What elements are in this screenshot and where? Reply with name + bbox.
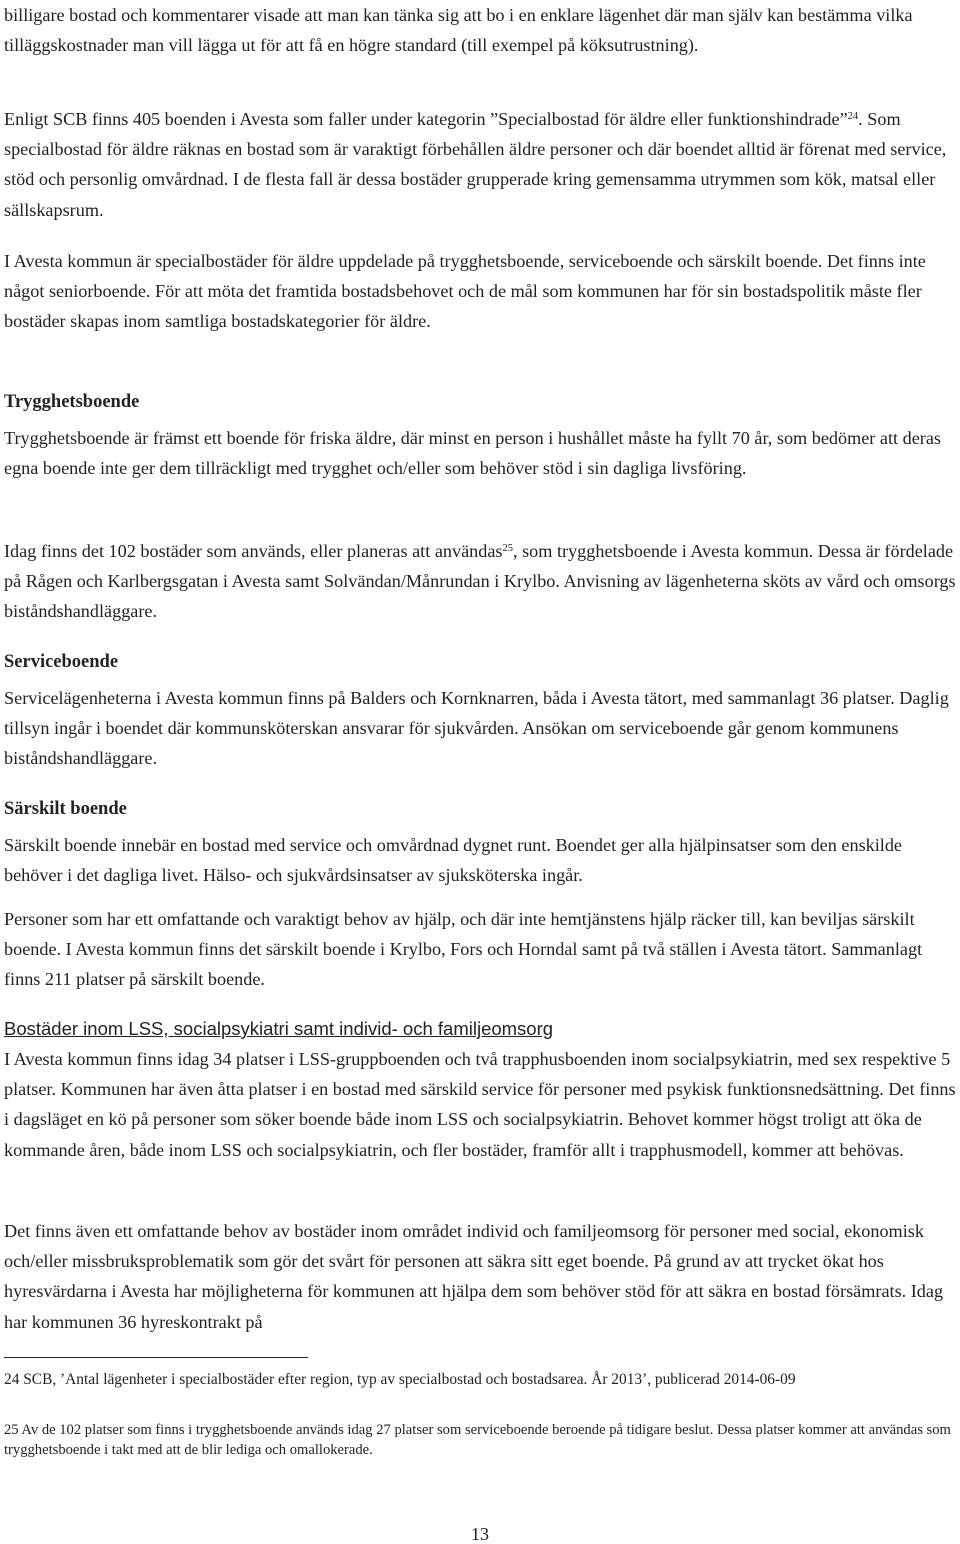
footnote-25	[4, 1420, 956, 1460]
heading-serviceboende: Serviceboende	[4, 652, 119, 672]
paragraph-trygghet-count	[4, 536, 956, 627]
paragraph-lss: I Avesta kommun finns idag 34 platser i LSS-gruppboenden och två trapphusboenden inom socialpsykiatrin, med sex respektive 5 platser. Kommunen har även åtta platser i en bostad med särskild service för personer med psykisk funktionsnedsättning. Det finns i dagsläget en kö på personer som söker boende både inom LSS och socialpsykiatrin. Behovet kommer högst troligt att öka de kommande åren, både inom LSS och socialpsykiatrin, och fler bostäder, framför allt i trapphusmodell, kommer att behövas.	[4, 1049, 956, 1160]
heading-lss: Bostäder inom LSS, socialpsykiatri samt individ- och familjeomsorg	[4, 1018, 554, 1039]
paragraph-trygghet-count-b: , som trygghetsboende i Avesta kommun. Dessa är fördelade på Rågen och Karlbergsgatan i Avesta samt Solvändan/Månrundan i Krylbo. Anvisning av lägenheterna sköts av vård och omsorgs biståndshandläggare.	[4, 541, 956, 622]
footnote-24-number: 24	[4, 1371, 20, 1388]
footnote-24	[4, 1369, 956, 1390]
footnote-25-text: Av de 102 platser som finns i trygghetsboende används idag 27 platser som serviceboende beroende på tidigare beslut. Dessa platser kommer att användas som trygghetsboende i takt med att de blir lediga och omallokerade.	[4, 1422, 951, 1458]
paragraph-trygghet-count-a: Idag finns det 102 bostäder som används, eller planeras att användas	[4, 541, 503, 561]
footnote-25-number: 25	[4, 1422, 19, 1438]
paragraph-scb-text-a: Enligt SCB finns 405 boenden i Avesta som faller under kategorin ”Specialbostad för äldre eller funktionshindrade”	[4, 109, 848, 129]
paragraph-sarskilt-boende: Särskilt boende innebär en bostad med service och omvårdnad dygnet runt. Boendet ger alla hjälpinsatser som den enskilde behöver i det dagliga livet. Hälso- och sjukvårdsinsatser av sjuksköterska ingår.	[4, 835, 903, 886]
footnote-ref-24: 24	[847, 111, 859, 122]
paragraph-sarskilt-beviljas: Personer som har ett omfattande och varaktigt behov av hjälp, och där inte hemtjänstens hjälp räcker till, kan beviljas särskilt boende. I Avesta kommun finns det särskilt boende i Krylbo, Fors och Horndal samt på två ställen i Avesta tätort. Sammanlagt finns 211 platser på särskilt boende.	[4, 909, 923, 990]
footnote-24-text: SCB, ’Antal lägenheter i specialbostäder efter region, typ av specialbostad och bostadsarea. År 2013’, publicerad 2014-06-09	[19, 1371, 796, 1388]
paragraph-intro: billigare bostad och kommentarer visade att man kan tänka sig att bo i en enklare lägenhet där man själv kan bestämma vilka tilläggskostnader man vill lägga ut för att få en högre standard (till exempel på köksutrustning).	[4, 5, 913, 56]
paragraph-scb-text-b: . Som specialbostad för äldre räknas en bostad som är varaktigt förbehållen äldre personer och där boendet alltid är förenat med service, stöd och personlig omvårdnad. I de flesta fall är dessa bostäder grupperade kring gemensamma utrymmen som kök, matsal eller sällskapsrum.	[4, 109, 947, 220]
footnote-separator	[4, 1357, 308, 1358]
paragraph-scb	[4, 104, 956, 225]
heading-trygghetsboende: Trygghetsboende	[4, 392, 140, 412]
paragraph-serviceboende: Servicelägenheterna i Avesta kommun finns på Balders och Kornknarren, båda i Avesta tätort, med sammanlagt 36 platser. Daglig tillsyn ingår i boendet där kommunsköterskan ansvarar för sjukvården. Ansökan om serviceboende går genom kommunens biståndshandläggare.	[4, 688, 949, 769]
heading-sarskilt-boende: Särskilt boende	[4, 799, 127, 819]
paragraph-categories: I Avesta kommun är specialbostäder för äldre uppdelade på trygghetsboende, serviceboende och särskilt boende. Det finns inte något seniorboende. För att möta det framtida bostadsbehovet och de mål som kommunen har för sin bostadspolitik måste fler bostäder skapas inom samtliga bostadskategorier för äldre.	[4, 251, 926, 332]
page-number: 13	[471, 1524, 489, 1544]
paragraph-ifo: Det finns även ett omfattande behov av bostäder inom området individ och familjeomsorg för personer med social, ekonomisk och/eller missbruksproblematik som gör det svårt för personen att säkra sitt eget boende. På grund av att trycket ökat hos hyresvärdarna i Avesta har möjligheterna för kommunen att hjälpa dem som behöver stöd för att säkra en bostad försämrats. Idag har kommunen 36 hyreskontrakt på	[4, 1221, 944, 1332]
footnote-ref-25: 25	[502, 543, 513, 554]
paragraph-trygghetsboende: Trygghetsboende är främst ett boende för friska äldre, där minst en person i hushållet måste ha fyllt 70 år, som bedömer att deras egna boende inte ger dem tillräckligt med trygghet och/eller som behöver stöd i sin dagliga livsföring.	[4, 428, 942, 479]
